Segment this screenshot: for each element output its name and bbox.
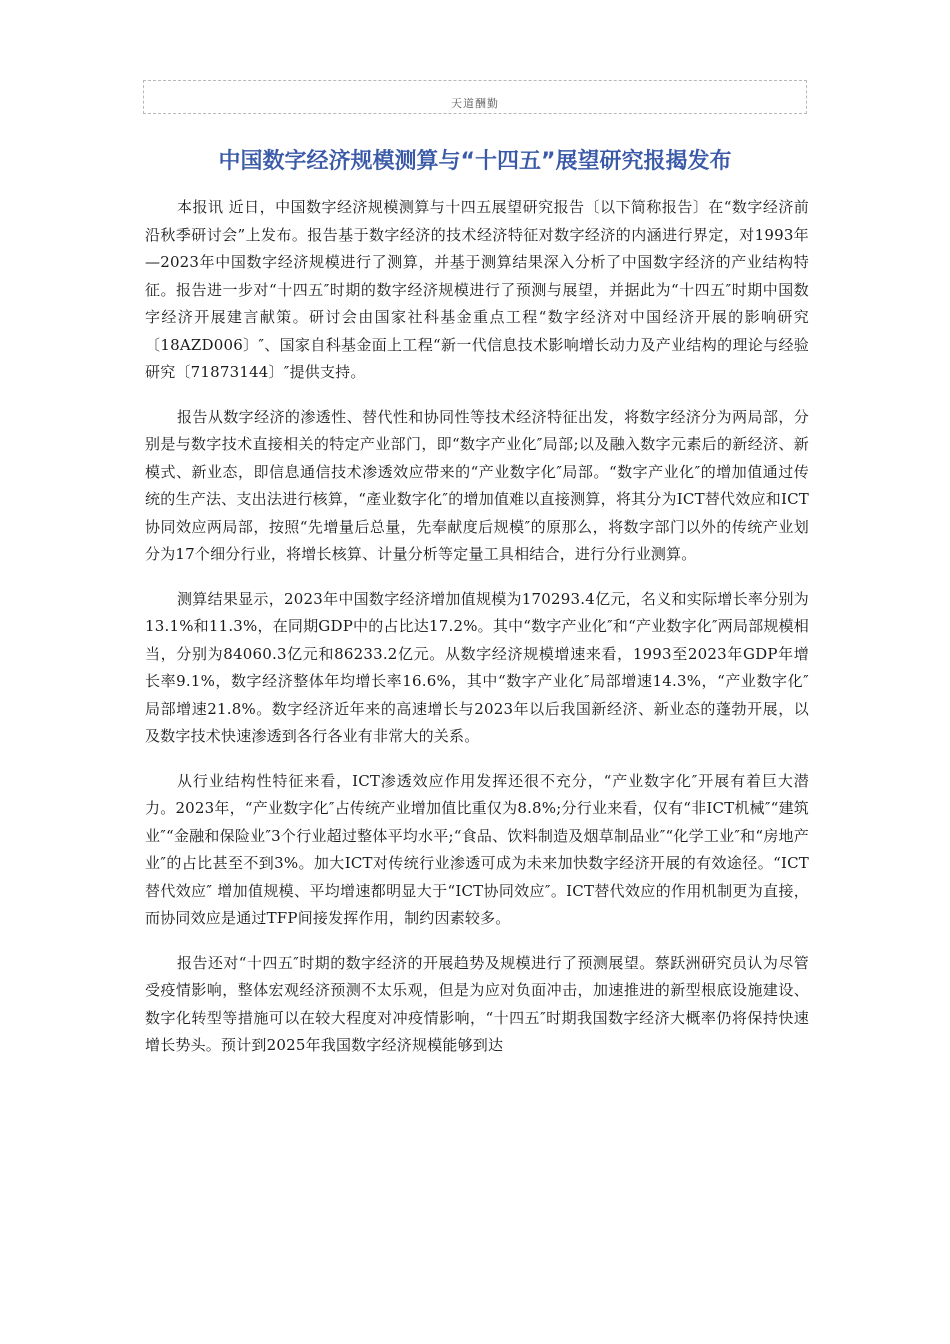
paragraph-5: 报告还对“十四五″时期的数字经济的开展趋势及规模进行了预测展望。蔡跃洲研究员认为尽管受疫情影响，整体宏观经济预测不太乐观，但是为应对负面冲击，加速推进的新型根底设施建设、数字化转型等措施可以在较大程度对冲疫情影响，“十四五″时期我国数字经济大概率仍将保持快速增长势头。预计到2025年我国数字经济规模能够到达: [145, 953, 809, 1054]
page-header-box: [143, 80, 807, 114]
paragraph-2: 报告从数字经济的渗透性、替代性和协同性等技术经济特征出发，将数字经济分为两局部，分别是与数字技术直接相关的特定产业部门，即“数字产业化″局部;以及融入数字元素后的新经济、新模式、新业态，即信息通信技术渗透效应带来的“产业数字化″局部。“数字产业化″的增加值通过传统的生产法、支出法进行核算，“產业数字化″的增加值难以直接测算，将其分为ICT替代效应和ICT协同效应两局部，按照“先增量后总量，先奉献度后规模″的原那么，将数字部门以外的传统产业划分为17个细分行业，将增长核算、计量分析等定量工具相结合，进行分行业测算。: [145, 407, 809, 563]
paragraph-1: 本报讯 近日，中国数字经济规模测算与十四五展望研究报告〔以下简称报告〕在“数字经济前沿秋季研讨会”上发布。报告基于数字经济的技术经济特征对数字经济的内涵进行界定，对1993年—2023年中国数字经济规模进行了测算，并基于测算结果深入分析了中国数字经济的产业结构特征。报告进一步对“十四五″时期的数字经济规模进行了预测与展望，并据此为“十四五″时期中国数字经济开展建言献策。研讨会由国家社科基金重点工程“数字经济对中国经济开展的影响研究〔18AZD006〕″、国家自科基金面上工程“新一代信息技术影响增长动力及产业结构的理论与经验研究〔71873144〕″提供支持。: [145, 198, 809, 381]
article-body: [145, 194, 809, 1077]
paragraph-3: 测算结果显示，2023年中国数字经济增加值规模为170293.4亿元，名义和实际增长率分别为13.1%和11.3%，在同期GDP中的占比达17.2%。其中“数字产业化″和“产业数字化″两局部规模相当，分别为84060.3亿元和86233.2亿元。从数字经济规模增速来看，1993至2023年GDP年增长率9.1%，数字经济整体年均增长率16.6%，其中“数字产业化″局部增速14.3%，“产业数字化″局部增速21.8%。数字经济近年来的高速增长与2023年以后我国新经济、新业态的蓬勃开展，以及数字技术快速渗透到各行各业有非常大的关系。: [145, 589, 810, 745]
article-title: 中国数字经济规模测算与“十四五”展望研究报揭发布: [218, 149, 732, 174]
header-text: 天道酬勤: [451, 97, 499, 110]
paragraph-4: 从行业结构性特征来看，ICT渗透效应作用发挥还很不充分，“产业数字化″开展有着巨大潜力。2023年，“产业数字化″占传统产业增加值比重仅为8.8%;分行业来看，仅有“非ICT机械″“建筑业″“金融和保险业″3个行业超过整体平均水平;“食品、饮料制造及烟草制品业″“化学工业″和“房地产业″的占比甚至不到3%。加大ICT对传统行业渗透可成为未来加快数字经济开展的有效途径。“ICT替代效应″ 增加值规模、平均增速都明显大于“ICT协同效应″。ICT替代效应的作用机制更为直接，而协同效应是通过TFP间接发挥作用，制约因素较多。: [145, 771, 809, 927]
